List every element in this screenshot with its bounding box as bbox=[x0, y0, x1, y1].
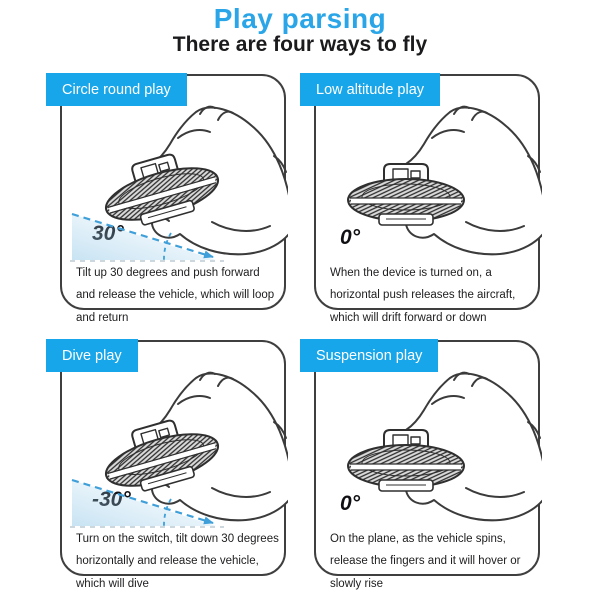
panel-tag-label: Suspension play bbox=[316, 347, 423, 364]
panel-suspension-play bbox=[314, 340, 540, 590]
page-title: Play parsing bbox=[213, 3, 387, 34]
panel-tag bbox=[46, 73, 187, 106]
panel-description: Tilt up 30 degrees and push forward and release the vehicle, which will loop and return bbox=[76, 267, 275, 324]
page-subtitle: There are four ways to fly bbox=[172, 33, 428, 56]
horizontal-dashed-line bbox=[322, 519, 448, 527]
panel-tag bbox=[300, 339, 438, 372]
angle-wedge-graphic bbox=[66, 206, 234, 270]
panel-dive-play bbox=[60, 340, 286, 590]
panel-tag bbox=[46, 339, 138, 372]
panel-description: On the plane, as the vehicle spins, release the fingers and it will hover or slowly rise bbox=[330, 533, 521, 590]
angle-label: 0° bbox=[340, 226, 361, 249]
panel-low-altitude-play bbox=[314, 74, 540, 324]
angle-wedge-graphic bbox=[66, 472, 234, 536]
panel-tag-label: Low altitude play bbox=[316, 81, 425, 98]
panel-tag-label: Dive play bbox=[62, 347, 122, 364]
panel-tag bbox=[300, 73, 440, 106]
panel-description: Turn on the switch, tilt down 30 degrees horizontally and release the vehicle, which will dive bbox=[76, 533, 279, 590]
horizontal-dashed-line bbox=[322, 253, 448, 261]
panel-tag-label: Circle round play bbox=[62, 81, 171, 98]
panel-circle-round-play bbox=[60, 74, 286, 324]
panel-description: When the device is turned on, a horizontal push releases the aircraft, which will drift forward or down bbox=[330, 267, 516, 324]
angle-label: 0° bbox=[340, 492, 361, 515]
